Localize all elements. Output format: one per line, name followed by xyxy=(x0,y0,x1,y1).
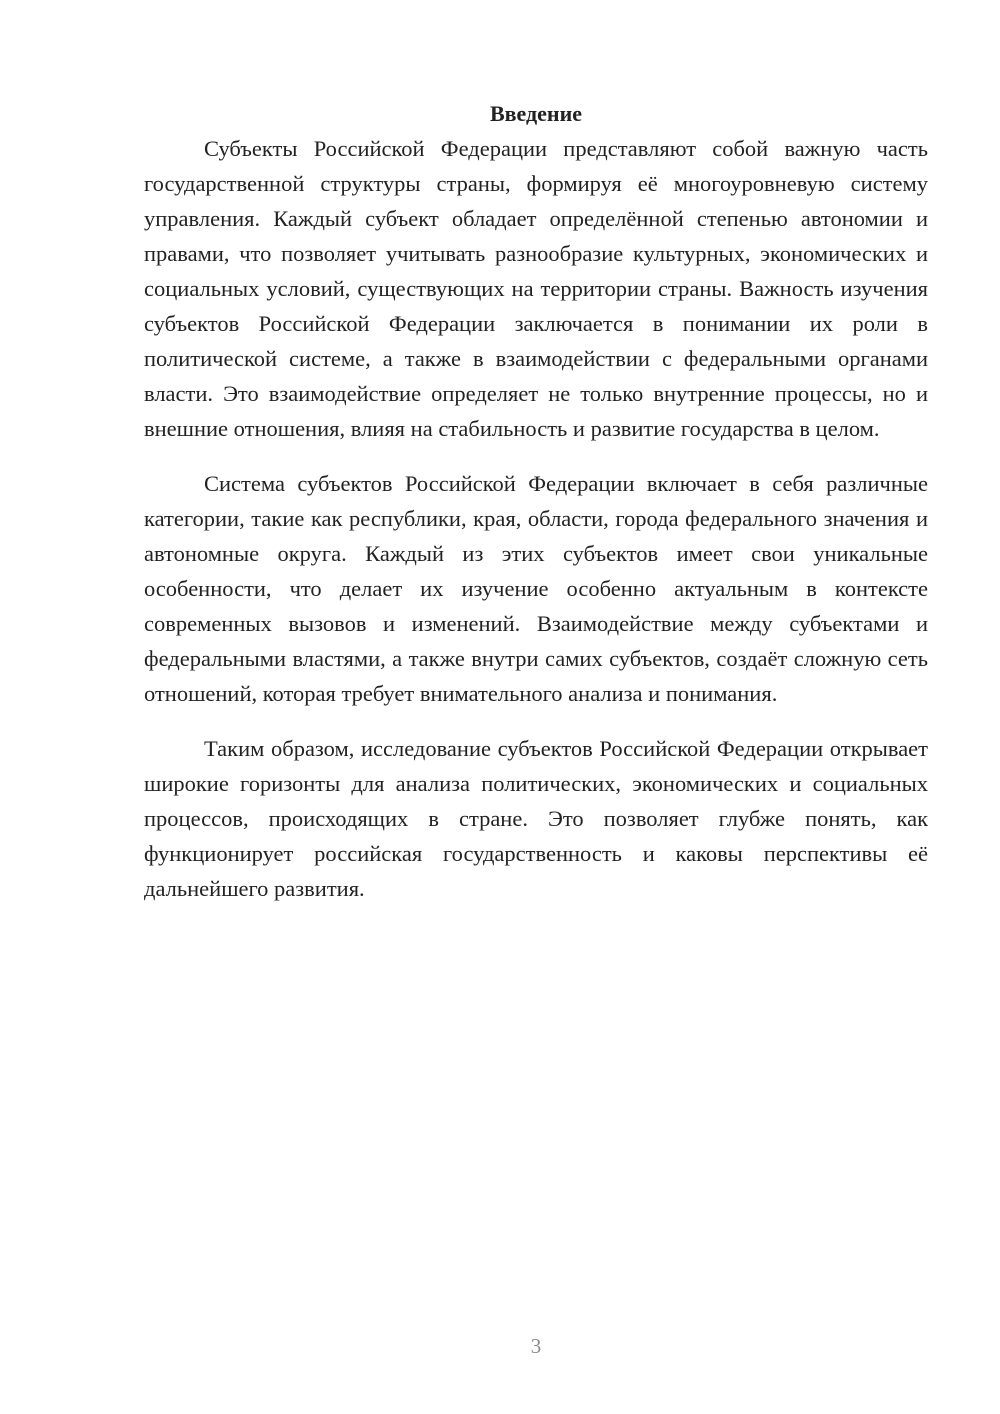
paragraph-1: Субъекты Российской Федерации представляют собой важную часть государственной структуры страны, формируя её многоуровневую систему управления. Каждый субъект обладает определённой степенью автономии и правами, что позволяет учитывать разнообразие культурных, экономических и социальных условий, существующих на территории страны. Важность изучения субъектов Российской Федерации заключается в понимании их роли в политической системе, а также в взаимодействии с федеральными органами власти. Это взаимодействие определяет не только внутренние процессы, но и внешние отношения, влияя на стабильность и развитие государства в целом. xyxy=(144,136,928,441)
page-number: 3 xyxy=(530,1334,542,1358)
paragraph-3: Таким образом, исследование субъектов Российской Федерации открывает широкие горизонты для анализа политических, экономических и социальных процессов, происходящих в стране. Это позволяет глубже понять, как функционирует российская государственность и каковы перспективы её дальнейшего развития. xyxy=(144,736,928,901)
paragraph-2: Система субъектов Российской Федерации включает в себя различные категории, такие как республики, края, области, города федерального значения и автономные округа. Каждый из этих субъектов имеет свои уникальные особенности, что делает их изучение особенно актуальным в контексте современных вызовов и изменений. Взаимодействие между субъектами и федеральными властями, а также внутри самих субъектов, создаёт сложную сеть отношений, которая требует внимательного анализа и понимания. xyxy=(144,471,928,706)
section-heading: Введение xyxy=(489,101,583,126)
document-body xyxy=(144,96,928,906)
